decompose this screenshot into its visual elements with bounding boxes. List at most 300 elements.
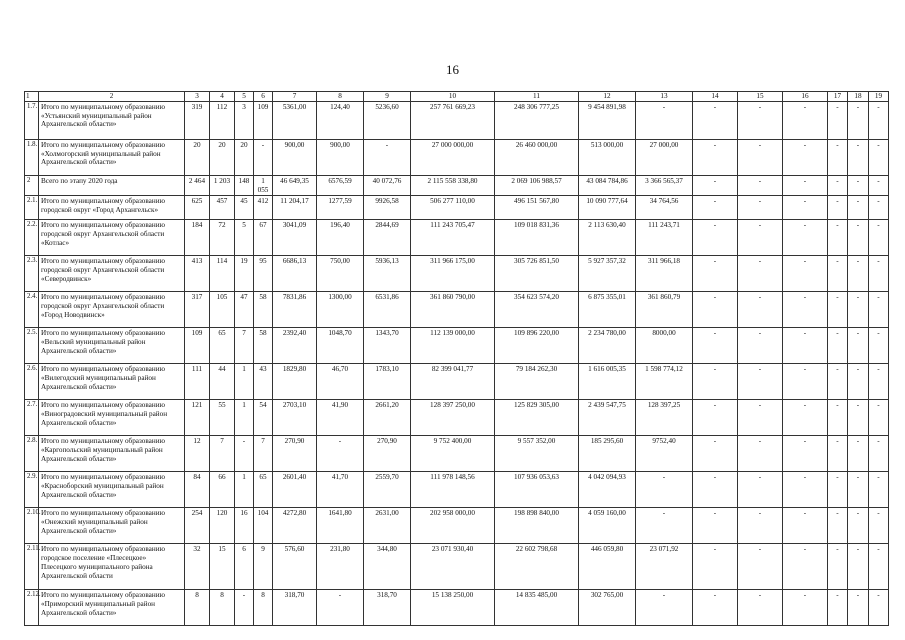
cell-col-7: 7831,86: [273, 292, 317, 328]
cell-col-9: 344,80: [364, 544, 411, 590]
cell-col-6: 43: [254, 364, 273, 400]
cell-col-13: 3 366 565,37: [636, 175, 693, 196]
cell-col-7: 2703,10: [273, 400, 317, 436]
cell-col-3: 111: [185, 364, 210, 400]
cell-row-index: 2.5.: [25, 328, 39, 364]
cell-col-16: -: [783, 400, 828, 436]
cell-col-7: 46 649,35: [273, 175, 317, 196]
cell-col-14: -: [693, 196, 738, 220]
column-number-header: 5: [235, 92, 254, 102]
cell-col-16: -: [783, 590, 828, 626]
cell-col-11: 496 151 567,80: [495, 196, 579, 220]
cell-col-4: 112: [210, 101, 235, 139]
cell-col-5: 7: [235, 328, 254, 364]
cell-col-14: -: [693, 256, 738, 292]
cell-col-16: -: [783, 220, 828, 256]
cell-col-5: 1: [235, 472, 254, 508]
cell-col-10: 202 958 000,00: [411, 508, 495, 544]
cell-municipality-name: Итого по муниципальному образованию «Красноборский муниципальный район Архангельской области»: [39, 472, 185, 508]
cell-col-3: 319: [185, 101, 210, 139]
cell-col-19: -: [869, 256, 889, 292]
cell-col-10: 257 761 669,23: [411, 101, 495, 139]
cell-col-9: 2661,20: [364, 400, 411, 436]
cell-col-19: -: [869, 196, 889, 220]
cell-col-14: -: [693, 508, 738, 544]
column-number-header: 18: [848, 92, 869, 102]
cell-col-12: 513 000,00: [579, 139, 636, 175]
cell-col-6: 8: [254, 590, 273, 626]
column-number-header: 16: [783, 92, 828, 102]
table-row: [25, 101, 889, 139]
cell-col-6: 58: [254, 292, 273, 328]
cell-col-7: 3041,09: [273, 220, 317, 256]
cell-col-8: 124,40: [317, 101, 364, 139]
cell-col-19: -: [869, 175, 889, 196]
cell-col-5: 19: [235, 256, 254, 292]
cell-col-8: 46,70: [317, 364, 364, 400]
cell-row-index: 2.9.: [25, 472, 39, 508]
cell-col-18: -: [848, 590, 869, 626]
cell-col-12: 2 439 547,75: [579, 400, 636, 436]
cell-col-14: -: [693, 400, 738, 436]
cell-col-5: 1: [235, 364, 254, 400]
cell-col-3: 317: [185, 292, 210, 328]
cell-col-10: 9 752 400,00: [411, 436, 495, 472]
column-number-header: 17: [828, 92, 848, 102]
cell-col-12: 302 765,00: [579, 590, 636, 626]
cell-col-12: 2 113 630,40: [579, 220, 636, 256]
table-row: [25, 472, 889, 508]
cell-col-6: -: [254, 139, 273, 175]
cell-col-8: 6576,59: [317, 175, 364, 196]
cell-col-15: -: [738, 436, 783, 472]
cell-col-7: 6686,13: [273, 256, 317, 292]
cell-col-17: -: [828, 364, 848, 400]
cell-col-11: 125 829 305,00: [495, 400, 579, 436]
cell-col-8: 196,40: [317, 220, 364, 256]
cell-col-15: -: [738, 400, 783, 436]
cell-col-19: -: [869, 590, 889, 626]
cell-col-19: -: [869, 400, 889, 436]
cell-col-6: 109: [254, 101, 273, 139]
cell-municipality-name: Итого по муниципальному образованию городское поселение «Плесецкое» Плесецкого муниципального района Архангельской области: [39, 544, 185, 590]
cell-col-12: 2 234 780,00: [579, 328, 636, 364]
cell-col-8: 1300,00: [317, 292, 364, 328]
cell-col-16: -: [783, 508, 828, 544]
cell-col-18: -: [848, 328, 869, 364]
cell-col-15: -: [738, 590, 783, 626]
cell-col-8: -: [317, 590, 364, 626]
cell-municipality-name: Итого по муниципальному образованию «Онежский муниципальный район Архангельской области»: [39, 508, 185, 544]
cell-col-6: 67: [254, 220, 273, 256]
column-number-header: 19: [869, 92, 889, 102]
cell-col-3: 84: [185, 472, 210, 508]
cell-col-19: -: [869, 139, 889, 175]
cell-col-9: 2844,69: [364, 220, 411, 256]
cell-col-16: -: [783, 472, 828, 508]
cell-municipality-name: Итого по муниципальному образованию «Каргопольский муниципальный район Архангельской области»: [39, 436, 185, 472]
cell-col-12: 4 042 094,93: [579, 472, 636, 508]
cell-col-17: -: [828, 175, 848, 196]
cell-col-9: 6531,86: [364, 292, 411, 328]
cell-municipality-name: Итого по муниципальному образованию «Устьянский муниципальный район Архангельской области»: [39, 101, 185, 139]
cell-col-10: 2 115 558 338,80: [411, 175, 495, 196]
cell-col-4: 66: [210, 472, 235, 508]
cell-col-4: 1 203: [210, 175, 235, 196]
cell-col-4: 15: [210, 544, 235, 590]
cell-col-6: 54: [254, 400, 273, 436]
cell-col-10: 23 071 930,40: [411, 544, 495, 590]
cell-col-12: 185 295,60: [579, 436, 636, 472]
cell-col-13: -: [636, 590, 693, 626]
cell-col-6: 104: [254, 508, 273, 544]
cell-col-4: 457: [210, 196, 235, 220]
cell-col-13: -: [636, 101, 693, 139]
cell-col-16: -: [783, 101, 828, 139]
cell-col-15: -: [738, 472, 783, 508]
cell-col-18: -: [848, 544, 869, 590]
cell-col-5: 1: [235, 400, 254, 436]
cell-col-11: 22 602 798,68: [495, 544, 579, 590]
cell-col-10: 128 397 250,00: [411, 400, 495, 436]
column-number-header: 10: [411, 92, 495, 102]
cell-col-17: -: [828, 590, 848, 626]
cell-col-11: 248 306 777,25: [495, 101, 579, 139]
cell-row-index: 2.8.: [25, 436, 39, 472]
table-row: [25, 196, 889, 220]
cell-col-8: 1048,70: [317, 328, 364, 364]
cell-col-18: -: [848, 220, 869, 256]
cell-col-17: -: [828, 472, 848, 508]
cell-col-4: 20: [210, 139, 235, 175]
cell-col-19: -: [869, 472, 889, 508]
cell-row-index: 2.1.: [25, 196, 39, 220]
cell-col-14: -: [693, 139, 738, 175]
cell-col-13: 27 000,00: [636, 139, 693, 175]
table-row: [25, 436, 889, 472]
column-number-row: [25, 92, 889, 102]
cell-col-9: 5236,60: [364, 101, 411, 139]
cell-col-10: 361 860 790,00: [411, 292, 495, 328]
cell-col-15: -: [738, 196, 783, 220]
cell-col-4: 55: [210, 400, 235, 436]
cell-col-9: 2559,70: [364, 472, 411, 508]
cell-col-5: 148: [235, 175, 254, 196]
page-number: 16: [446, 62, 459, 77]
cell-col-4: 120: [210, 508, 235, 544]
cell-col-7: 4272,80: [273, 508, 317, 544]
cell-col-8: 900,00: [317, 139, 364, 175]
cell-col-11: 79 184 262,30: [495, 364, 579, 400]
cell-row-index: 2.2.: [25, 220, 39, 256]
cell-col-12: 1 616 005,35: [579, 364, 636, 400]
cell-col-13: 34 764,56: [636, 196, 693, 220]
table-row: [25, 220, 889, 256]
cell-col-9: 1783,10: [364, 364, 411, 400]
report-table: [24, 91, 889, 626]
cell-col-19: -: [869, 328, 889, 364]
table-row: [25, 175, 889, 196]
cell-col-4: 114: [210, 256, 235, 292]
cell-col-14: -: [693, 292, 738, 328]
cell-col-10: 82 399 041,77: [411, 364, 495, 400]
cell-col-9: 9926,58: [364, 196, 411, 220]
column-number-header: 9: [364, 92, 411, 102]
cell-municipality-name: Итого по муниципальному образованию городской округ Архангельской области «Котлас»: [39, 220, 185, 256]
column-number-header: 2: [39, 92, 185, 102]
cell-col-3: 8: [185, 590, 210, 626]
cell-col-5: 6: [235, 544, 254, 590]
cell-col-15: -: [738, 139, 783, 175]
cell-col-5: 47: [235, 292, 254, 328]
cell-row-index: 2.11.: [25, 544, 39, 590]
cell-row-index: 2.4.: [25, 292, 39, 328]
table-row: [25, 328, 889, 364]
cell-col-18: -: [848, 400, 869, 436]
cell-col-13: 23 071,92: [636, 544, 693, 590]
cell-col-4: 72: [210, 220, 235, 256]
cell-row-index: 2.3.: [25, 256, 39, 292]
cell-col-10: 111 243 705,47: [411, 220, 495, 256]
cell-municipality-name: Итого по муниципальному образованию «Виноградовский муниципальный район Архангельской области»: [39, 400, 185, 436]
cell-col-3: 625: [185, 196, 210, 220]
cell-col-4: 105: [210, 292, 235, 328]
column-number-header: 1: [25, 92, 39, 102]
cell-col-8: 750,00: [317, 256, 364, 292]
cell-col-12: 43 084 784,86: [579, 175, 636, 196]
cell-col-7: 2601,40: [273, 472, 317, 508]
cell-col-3: 12: [185, 436, 210, 472]
cell-col-5: 20: [235, 139, 254, 175]
cell-col-12: 10 090 777,64: [579, 196, 636, 220]
cell-col-9: 5936,13: [364, 256, 411, 292]
column-number-header: 4: [210, 92, 235, 102]
cell-col-7: 11 204,17: [273, 196, 317, 220]
table-row: [25, 292, 889, 328]
cell-col-13: 8000,00: [636, 328, 693, 364]
column-number-header: 8: [317, 92, 364, 102]
table-row: [25, 400, 889, 436]
cell-row-index: 2.10.: [25, 508, 39, 544]
cell-col-18: -: [848, 101, 869, 139]
cell-col-3: 32: [185, 544, 210, 590]
cell-col-11: 9 557 352,00: [495, 436, 579, 472]
cell-col-11: 305 726 851,50: [495, 256, 579, 292]
cell-col-5: 3: [235, 101, 254, 139]
cell-col-12: 4 059 160,00: [579, 508, 636, 544]
cell-col-13: 361 860,79: [636, 292, 693, 328]
cell-col-6: 65: [254, 472, 273, 508]
column-number-header: 13: [636, 92, 693, 102]
cell-col-3: 121: [185, 400, 210, 436]
cell-col-11: 354 623 574,20: [495, 292, 579, 328]
cell-col-18: -: [848, 256, 869, 292]
column-number-header: 7: [273, 92, 317, 102]
cell-col-15: -: [738, 220, 783, 256]
cell-col-13: 311 966,18: [636, 256, 693, 292]
cell-col-14: -: [693, 590, 738, 626]
cell-col-4: 44: [210, 364, 235, 400]
cell-row-index: 2.6.: [25, 364, 39, 400]
cell-col-17: -: [828, 139, 848, 175]
cell-col-10: 27 000 000,00: [411, 139, 495, 175]
cell-col-18: -: [848, 472, 869, 508]
cell-col-10: 112 139 000,00: [411, 328, 495, 364]
cell-col-8: 1277,59: [317, 196, 364, 220]
cell-col-17: -: [828, 436, 848, 472]
cell-col-8: 1641,80: [317, 508, 364, 544]
cell-col-8: 231,80: [317, 544, 364, 590]
cell-col-11: 109 018 831,36: [495, 220, 579, 256]
cell-col-19: -: [869, 101, 889, 139]
cell-col-19: -: [869, 436, 889, 472]
cell-col-14: -: [693, 472, 738, 508]
cell-col-15: -: [738, 364, 783, 400]
cell-col-18: -: [848, 364, 869, 400]
cell-municipality-name: Итого по муниципальному образованию «Вельский муниципальный район Архангельской области»: [39, 328, 185, 364]
cell-col-17: -: [828, 220, 848, 256]
cell-col-3: 109: [185, 328, 210, 364]
cell-col-15: -: [738, 175, 783, 196]
cell-col-13: 1 598 774,12: [636, 364, 693, 400]
cell-col-16: -: [783, 139, 828, 175]
cell-col-3: 2 464: [185, 175, 210, 196]
cell-col-16: -: [783, 364, 828, 400]
cell-col-16: -: [783, 196, 828, 220]
cell-col-3: 20: [185, 139, 210, 175]
cell-col-11: 109 896 220,00: [495, 328, 579, 364]
cell-col-5: 16: [235, 508, 254, 544]
cell-col-6: 1 055: [254, 175, 273, 196]
cell-col-6: 412: [254, 196, 273, 220]
cell-col-17: -: [828, 101, 848, 139]
cell-col-16: -: [783, 328, 828, 364]
column-number-header: 15: [738, 92, 783, 102]
cell-col-18: -: [848, 175, 869, 196]
cell-col-19: -: [869, 364, 889, 400]
cell-row-index: 2.12.: [25, 590, 39, 626]
column-number-header: 6: [254, 92, 273, 102]
cell-col-8: -: [317, 436, 364, 472]
table-row: [25, 256, 889, 292]
cell-col-7: 1829,80: [273, 364, 317, 400]
cell-col-13: -: [636, 472, 693, 508]
cell-col-13: -: [636, 508, 693, 544]
cell-col-10: 111 978 148,56: [411, 472, 495, 508]
cell-col-19: -: [869, 292, 889, 328]
cell-col-3: 413: [185, 256, 210, 292]
column-number-header: 14: [693, 92, 738, 102]
cell-col-11: 14 835 485,00: [495, 590, 579, 626]
cell-col-16: -: [783, 436, 828, 472]
cell-col-6: 7: [254, 436, 273, 472]
cell-municipality-name: Итого по муниципальному образованию городской округ Архангельской области «Город Новодвинск»: [39, 292, 185, 328]
cell-col-11: 2 069 106 988,57: [495, 175, 579, 196]
cell-col-14: -: [693, 436, 738, 472]
cell-col-5: 5: [235, 220, 254, 256]
cell-col-15: -: [738, 292, 783, 328]
cell-row-index: 1.8.: [25, 139, 39, 175]
cell-col-16: -: [783, 292, 828, 328]
cell-col-17: -: [828, 292, 848, 328]
cell-municipality-name: Итого по муниципальному образованию «Холмогорский муниципальный район Архангельской области»: [39, 139, 185, 175]
cell-col-8: 41,70: [317, 472, 364, 508]
cell-col-12: 5 927 357,32: [579, 256, 636, 292]
cell-municipality-name: Итого по муниципальному образованию «Приморский муниципальный район Архангельской области»: [39, 590, 185, 626]
cell-col-17: -: [828, 196, 848, 220]
cell-row-index: 1.7.: [25, 101, 39, 139]
cell-col-14: -: [693, 220, 738, 256]
cell-col-10: 311 966 175,00: [411, 256, 495, 292]
cell-col-15: -: [738, 256, 783, 292]
cell-col-7: 5361,00: [273, 101, 317, 139]
cell-col-5: -: [235, 436, 254, 472]
table-row: [25, 508, 889, 544]
table-row: [25, 364, 889, 400]
cell-col-14: -: [693, 544, 738, 590]
cell-col-14: -: [693, 101, 738, 139]
cell-col-9: -: [364, 139, 411, 175]
cell-col-7: 2392,40: [273, 328, 317, 364]
cell-col-7: 576,60: [273, 544, 317, 590]
cell-col-16: -: [783, 544, 828, 590]
table-row: [25, 544, 889, 590]
cell-col-18: -: [848, 139, 869, 175]
cell-col-13: 111 243,71: [636, 220, 693, 256]
cell-municipality-name: Итого по муниципальному образованию городской округ «Город Архангельск»: [39, 196, 185, 220]
cell-col-17: -: [828, 544, 848, 590]
cell-col-16: -: [783, 256, 828, 292]
cell-col-6: 95: [254, 256, 273, 292]
cell-col-13: 9752,40: [636, 436, 693, 472]
cell-col-9: 270,90: [364, 436, 411, 472]
cell-col-9: 40 072,76: [364, 175, 411, 196]
cell-col-14: -: [693, 328, 738, 364]
cell-col-10: 15 138 250,00: [411, 590, 495, 626]
cell-col-14: -: [693, 364, 738, 400]
cell-col-17: -: [828, 328, 848, 364]
cell-col-18: -: [848, 508, 869, 544]
column-number-header: 11: [495, 92, 579, 102]
cell-col-6: 9: [254, 544, 273, 590]
column-number-header: 3: [185, 92, 210, 102]
cell-col-3: 184: [185, 220, 210, 256]
cell-col-19: -: [869, 220, 889, 256]
cell-col-17: -: [828, 400, 848, 436]
cell-col-7: 270,90: [273, 436, 317, 472]
cell-col-6: 58: [254, 328, 273, 364]
cell-municipality-name: Итого по муниципальному образованию городской округ Архангельской области «Северодвинск»: [39, 256, 185, 292]
cell-col-4: 8: [210, 590, 235, 626]
cell-col-15: -: [738, 508, 783, 544]
cell-municipality-name: Всего по этапу 2020 года: [39, 175, 185, 196]
cell-col-9: 1343,70: [364, 328, 411, 364]
cell-col-17: -: [828, 508, 848, 544]
cell-col-10: 506 277 110,00: [411, 196, 495, 220]
cell-col-7: 900,00: [273, 139, 317, 175]
cell-col-12: 9 454 891,98: [579, 101, 636, 139]
cell-col-18: -: [848, 292, 869, 328]
cell-col-17: -: [828, 256, 848, 292]
cell-col-12: 6 875 355,01: [579, 292, 636, 328]
cell-col-11: 198 898 840,00: [495, 508, 579, 544]
cell-col-16: -: [783, 175, 828, 196]
cell-col-19: -: [869, 508, 889, 544]
cell-col-13: 128 397,25: [636, 400, 693, 436]
cell-col-11: 26 460 000,00: [495, 139, 579, 175]
cell-col-15: -: [738, 544, 783, 590]
cell-col-9: 318,70: [364, 590, 411, 626]
